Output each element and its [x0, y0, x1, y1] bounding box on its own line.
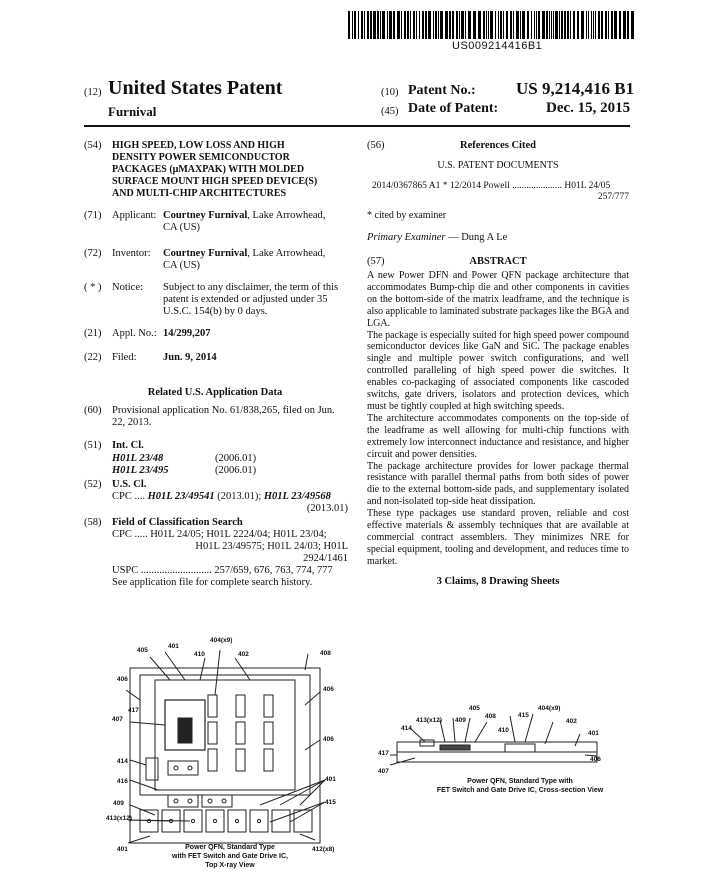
fig-label: 417 [128, 707, 139, 714]
lead [206, 810, 224, 832]
inventor-name: Courtney Furnival [163, 248, 248, 259]
abstract-paragraph: A new Power DFN and Power QFN package architecture that accommodates Bump-chip die and other components in cavities on the bottom-side of the matrix leadframe, and the technique is also applicable to laminated substrate packages like the BGA and LGA. [367, 270, 629, 329]
applicant-loc: , Lake Arrowhead, [247, 210, 326, 221]
appl-no: 14/299,207 [163, 328, 211, 339]
caption-line: with FET Switch and Gate Drive IC, [172, 853, 288, 860]
patent-no-label: Patent No.: [408, 83, 476, 98]
fig-label: 409 [455, 717, 466, 724]
field-search-line: H01L 23/49575; H01L 24/03; H01L [195, 541, 348, 552]
pad-pair [202, 795, 232, 807]
us-docs-heading: U.S. PATENT DOCUMENTS [437, 160, 559, 171]
claims-sheets: 3 Claims, 8 Drawing Sheets [436, 576, 560, 587]
cpc-prefix: CPC .... [112, 491, 145, 502]
s51-num: (51) [84, 440, 102, 451]
abstract-paragraph: The architecture accommodates components on the top-side of the leadframe as well allowing for multi-chip functions with extremely low interconnect inductance and resistance, and higher circuit and power densities. [367, 412, 629, 460]
title-line: SURFACE MOUNT HIGH SPEED DEVICE(S) [112, 176, 318, 187]
fig-label: 404(x9) [538, 705, 561, 712]
abstract-heading: ABSTRACT [469, 256, 527, 267]
fig-label: 405 [137, 647, 148, 654]
fig-label: 413(x12) [106, 815, 133, 822]
lead [272, 810, 290, 832]
inventor [163, 248, 348, 272]
int-cl-code: H01L 23/48 [112, 453, 164, 464]
side-lead [146, 758, 158, 780]
die-pad [155, 680, 295, 790]
fig-label: 401 [588, 730, 599, 737]
caption-line: Top X-ray View [205, 862, 255, 869]
us-cl-label: U.S. Cl. [112, 479, 147, 490]
caption-line: Power QFN, Standard Type with [467, 778, 573, 785]
bump-pad [264, 749, 273, 771]
int-cl-ver: (2006.01) [215, 465, 257, 476]
notice-text [163, 282, 348, 318]
fig-label: 402 [566, 718, 577, 725]
pad-pair [168, 761, 198, 775]
reference-line-2: 257/777 [597, 192, 629, 202]
s22-label: Filed: [112, 352, 137, 363]
title-line: PACKAGES (μMAXPAK) WITH MOLDED [112, 164, 305, 175]
lead [250, 810, 268, 832]
examiner-label: Primary Examiner [367, 232, 446, 243]
caption-line: FET Switch and Gate Drive IC, Cross-section View [436, 787, 604, 794]
header-rule [84, 125, 630, 127]
fig-label: 407 [378, 768, 389, 775]
s71-label: Applicant: [112, 210, 157, 221]
barcode [348, 11, 638, 39]
field-search-line: 2924/1461 [303, 553, 348, 564]
fig-label: 401 [325, 776, 336, 783]
fig-label: 414 [401, 725, 412, 732]
fig-label: 406 [323, 686, 334, 693]
s71-num: (71) [84, 210, 102, 221]
bump-pad [208, 722, 217, 744]
field-search-label: Field of Classification Search [112, 517, 243, 528]
cpc-ver: (2013.01); [217, 491, 262, 502]
fig-label: 406 [590, 756, 601, 763]
bump-pad [236, 749, 245, 771]
figure-cross-section-view [385, 700, 615, 780]
field-search-line: CPC ..... H01L 24/05; H01L 2224/04; H01L 23/04; [112, 529, 327, 540]
s21-num: (21) [84, 328, 102, 339]
related-heading: Related U.S. Application Data [147, 387, 283, 398]
fig-label: 406 [323, 736, 334, 743]
pad-pair [168, 795, 198, 807]
kind-code-12: (12) [84, 87, 102, 98]
bump-pad [236, 695, 245, 717]
abstract-paragraph: These type packages use standard proven, reliable and cost effective materials & assembly techniques that are available at commercial contract assemblers. They minimizes NRE for special equipment, tooling and development, and reduces time to market. [367, 508, 629, 567]
notice-line: U.S.C. 154(b) by 0 days. [163, 306, 268, 317]
inventor-short: Furnival [108, 104, 157, 119]
bump-pad [236, 722, 245, 744]
label-45: (45) [381, 106, 399, 117]
filed-date: Jun. 9, 2014 [163, 352, 217, 363]
search-history-note: See application file for complete search history. [112, 577, 313, 588]
fig-label: 412(x8) [312, 846, 335, 853]
leadframe-section [397, 742, 597, 752]
examiner [367, 232, 507, 243]
bump-pad [208, 695, 217, 717]
figure-top-xray-view [110, 640, 350, 855]
fig-label: 416 [117, 778, 128, 785]
component-section [505, 744, 535, 752]
fig-label: 407 [112, 716, 123, 723]
inventor-loc2: CA (US) [163, 260, 201, 271]
fig-label: 415 [325, 799, 336, 806]
inventor-loc: , Lake Arrowhead, [247, 248, 326, 259]
s72-label: Inventor: [112, 248, 151, 259]
s22-num: (22) [84, 352, 102, 363]
field-search [112, 529, 348, 589]
bump-pad [264, 695, 273, 717]
cpc-ver: (2013.01) [306, 503, 348, 514]
patent-date: Dec. 15, 2015 [546, 100, 631, 116]
int-cl-code: H01L 23/495 [112, 465, 169, 476]
figure-left-caption [150, 843, 310, 870]
applicant [163, 210, 348, 234]
label-10: (10) [381, 87, 399, 98]
notice-num: ( * ) [84, 282, 102, 293]
int-cl-ver: (2006.01) [215, 453, 257, 464]
title-line: AND MULTI-CHIP ARCHITECTURES [112, 188, 287, 199]
caption-line: Power QFN, Standard Type [185, 844, 275, 851]
fig-label: 402 [238, 651, 249, 658]
provisional-line: 22, 2013. [112, 417, 152, 428]
die-section [440, 745, 470, 750]
fig-label: 408 [485, 713, 496, 720]
fig-label: 417 [378, 750, 389, 757]
fig-label: 414 [117, 758, 128, 765]
lead [228, 810, 246, 832]
applicant-loc2: CA (US) [163, 222, 201, 233]
cpc-code: H01L 23/49541 [147, 491, 215, 502]
patent-number: US 9,214,416 B1 [516, 79, 635, 98]
fig-label: 408 [320, 650, 331, 657]
s72-num: (72) [84, 248, 102, 259]
fig-label: 401 [117, 846, 128, 853]
notice-label: Notice: [112, 282, 143, 293]
us-cl-cpc [112, 491, 331, 502]
int-cl-label: Int. Cl. [112, 440, 144, 451]
bump-pad [264, 722, 273, 744]
examiner-name: — Dung A Le [448, 232, 508, 243]
country-title: United States Patent [108, 77, 283, 99]
s54-num: (54) [84, 140, 102, 151]
s56-num: (56) [367, 140, 385, 151]
title-line: HIGH SPEED, LOW LOSS AND HIGH [112, 140, 285, 151]
uspc-line: USPC ........................... 257/659, 676, 763, 774, 777 [112, 565, 333, 576]
side-component [420, 740, 434, 746]
lead [294, 810, 312, 832]
provisional-line: Provisional application No. 61/838,265, filed on Jun. [112, 405, 335, 416]
notice-line: patent is extended or adjusted under 35 [163, 294, 328, 305]
s21-label: Appl. No.: [112, 328, 157, 339]
cpc-code: H01L 23/49568 [263, 491, 331, 502]
s57-num: (57) [367, 256, 385, 267]
bump-pad [208, 749, 217, 771]
package-body-section [397, 752, 597, 762]
fig-label: 405 [469, 705, 480, 712]
s60-num: (60) [84, 405, 102, 416]
fig-label: 409 [113, 800, 124, 807]
fig-label: 406 [117, 676, 128, 683]
barcode-number: US009214416B1 [452, 40, 543, 52]
date-label: Date of Patent: [408, 101, 499, 116]
notice-line: Subject to any disclaimer, the term of this [163, 282, 339, 293]
s58-num: (58) [84, 517, 102, 528]
abstract-body [367, 270, 629, 568]
applicant-name: Courtney Furnival [163, 210, 248, 221]
fig-label: 415 [518, 712, 529, 719]
fig-label: 401 [168, 643, 179, 650]
fig-label: 410 [498, 727, 509, 734]
fig-label: 410 [194, 651, 205, 658]
s52-num: (52) [84, 479, 102, 490]
figure-right-caption [420, 777, 620, 795]
reference-line: 2014/0367865 A1 * 12/2014 Powell ..................... H01L 24/05 [372, 181, 611, 191]
abstract-paragraph: The package architecture provides for lower package thermal resistance with parallel thermal paths from both sides of power die to the external bottom-side pads, and supplementary isolated and non-isolated top-side heat dissipation. [367, 460, 629, 508]
patent-title [112, 140, 352, 200]
fig-label: 404(x9) [210, 637, 233, 644]
refs-heading: References Cited [460, 140, 536, 151]
cited-note: * cited by examiner [367, 210, 447, 221]
provisional [112, 405, 348, 429]
ic-die [178, 718, 192, 743]
abstract-paragraph: The package is especially suited for high speed power compound semiconductor devices like GaN and SiC. The package enables single and multiple power switch configurations, and well controlled paralleling of high speed power die switches. It enables co-packaging of associated components like cascoded switchs, gate drivers, isolators and protection devices, which must be tightly coupled at high switching speeds. [367, 329, 629, 412]
title-line: DENSITY POWER SEMICONDUCTOR [112, 152, 290, 163]
fig-label: 413(x12) [416, 717, 443, 724]
